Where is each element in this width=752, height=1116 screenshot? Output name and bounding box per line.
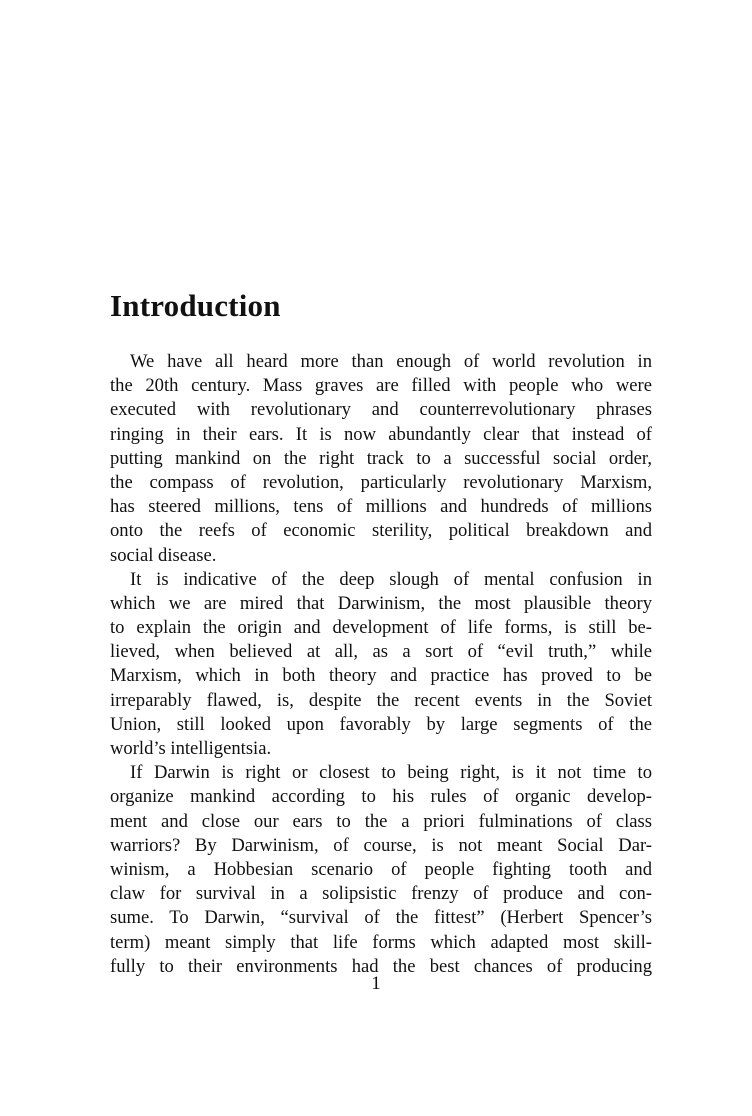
text-line: which we are mired that Darwinism, the most plausible theory — [110, 592, 652, 614]
text-line: world’s intelligentsia. — [110, 738, 272, 759]
text-line: organize mankind according to his rules of organic develop- — [110, 786, 652, 808]
text-line: ringing in their ears. It is now abundantly clear that instead of — [110, 423, 652, 445]
paragraph — [110, 350, 652, 568]
text-line: Union, still looked upon favorably by large segments of the — [110, 713, 652, 735]
text-line: to explain the origin and development of life forms, is still be- — [110, 617, 652, 639]
paragraph — [110, 568, 652, 762]
text-line: has steered millions, tens of millions and hundreds of millions — [110, 496, 652, 518]
text-line: putting mankind on the right track to a successful social order, — [110, 447, 652, 469]
text-line: fully to their environments had the best chances of producing — [110, 955, 652, 977]
text-line: lieved, when believed at all, as a sort of “evil truth,” while — [110, 641, 652, 663]
text-line: term) meant simply that life forms which adapted most skill- — [110, 931, 652, 953]
text-line: social disease. — [110, 544, 217, 566]
text-line: sume. To Darwin, “survival of the fittest” (Herbert Spencer’s — [110, 907, 652, 929]
text-line: executed with revolutionary and counterrevolutionary phrases — [110, 399, 652, 421]
text-line: onto the reefs of economic sterility, political breakdown and — [110, 520, 652, 542]
text-line: irreparably flawed, is, despite the recent events in the Soviet — [110, 689, 652, 711]
chapter-body — [110, 350, 652, 979]
text-line: claw for survival in a solipsistic frenzy of produce and con- — [110, 883, 652, 905]
text-line: the compass of revolution, particularly revolutionary Marxism, — [110, 471, 652, 493]
text-line: If Darwin is right or closest to being right, is it not time to — [130, 762, 652, 784]
chapter-heading: Introduction — [110, 288, 281, 323]
page-number: 1 — [371, 973, 381, 994]
text-line: It is indicative of the deep slough of mental confusion in — [130, 568, 652, 590]
text-line: warriors? By Darwinism, of course, is not meant Social Dar- — [110, 834, 652, 856]
text-line: ment and close our ears to the a priori fulminations of class — [110, 810, 652, 832]
text-line: We have all heard more than enough of world revolution in — [130, 351, 652, 372]
text-line: winism, a Hobbesian scenario of people fighting tooth and — [110, 858, 652, 880]
paragraph — [110, 761, 652, 979]
text-line: the 20th century. Mass graves are filled with people who were — [110, 375, 652, 397]
text-line: Marxism, which in both theory and practice has proved to be — [110, 665, 652, 687]
